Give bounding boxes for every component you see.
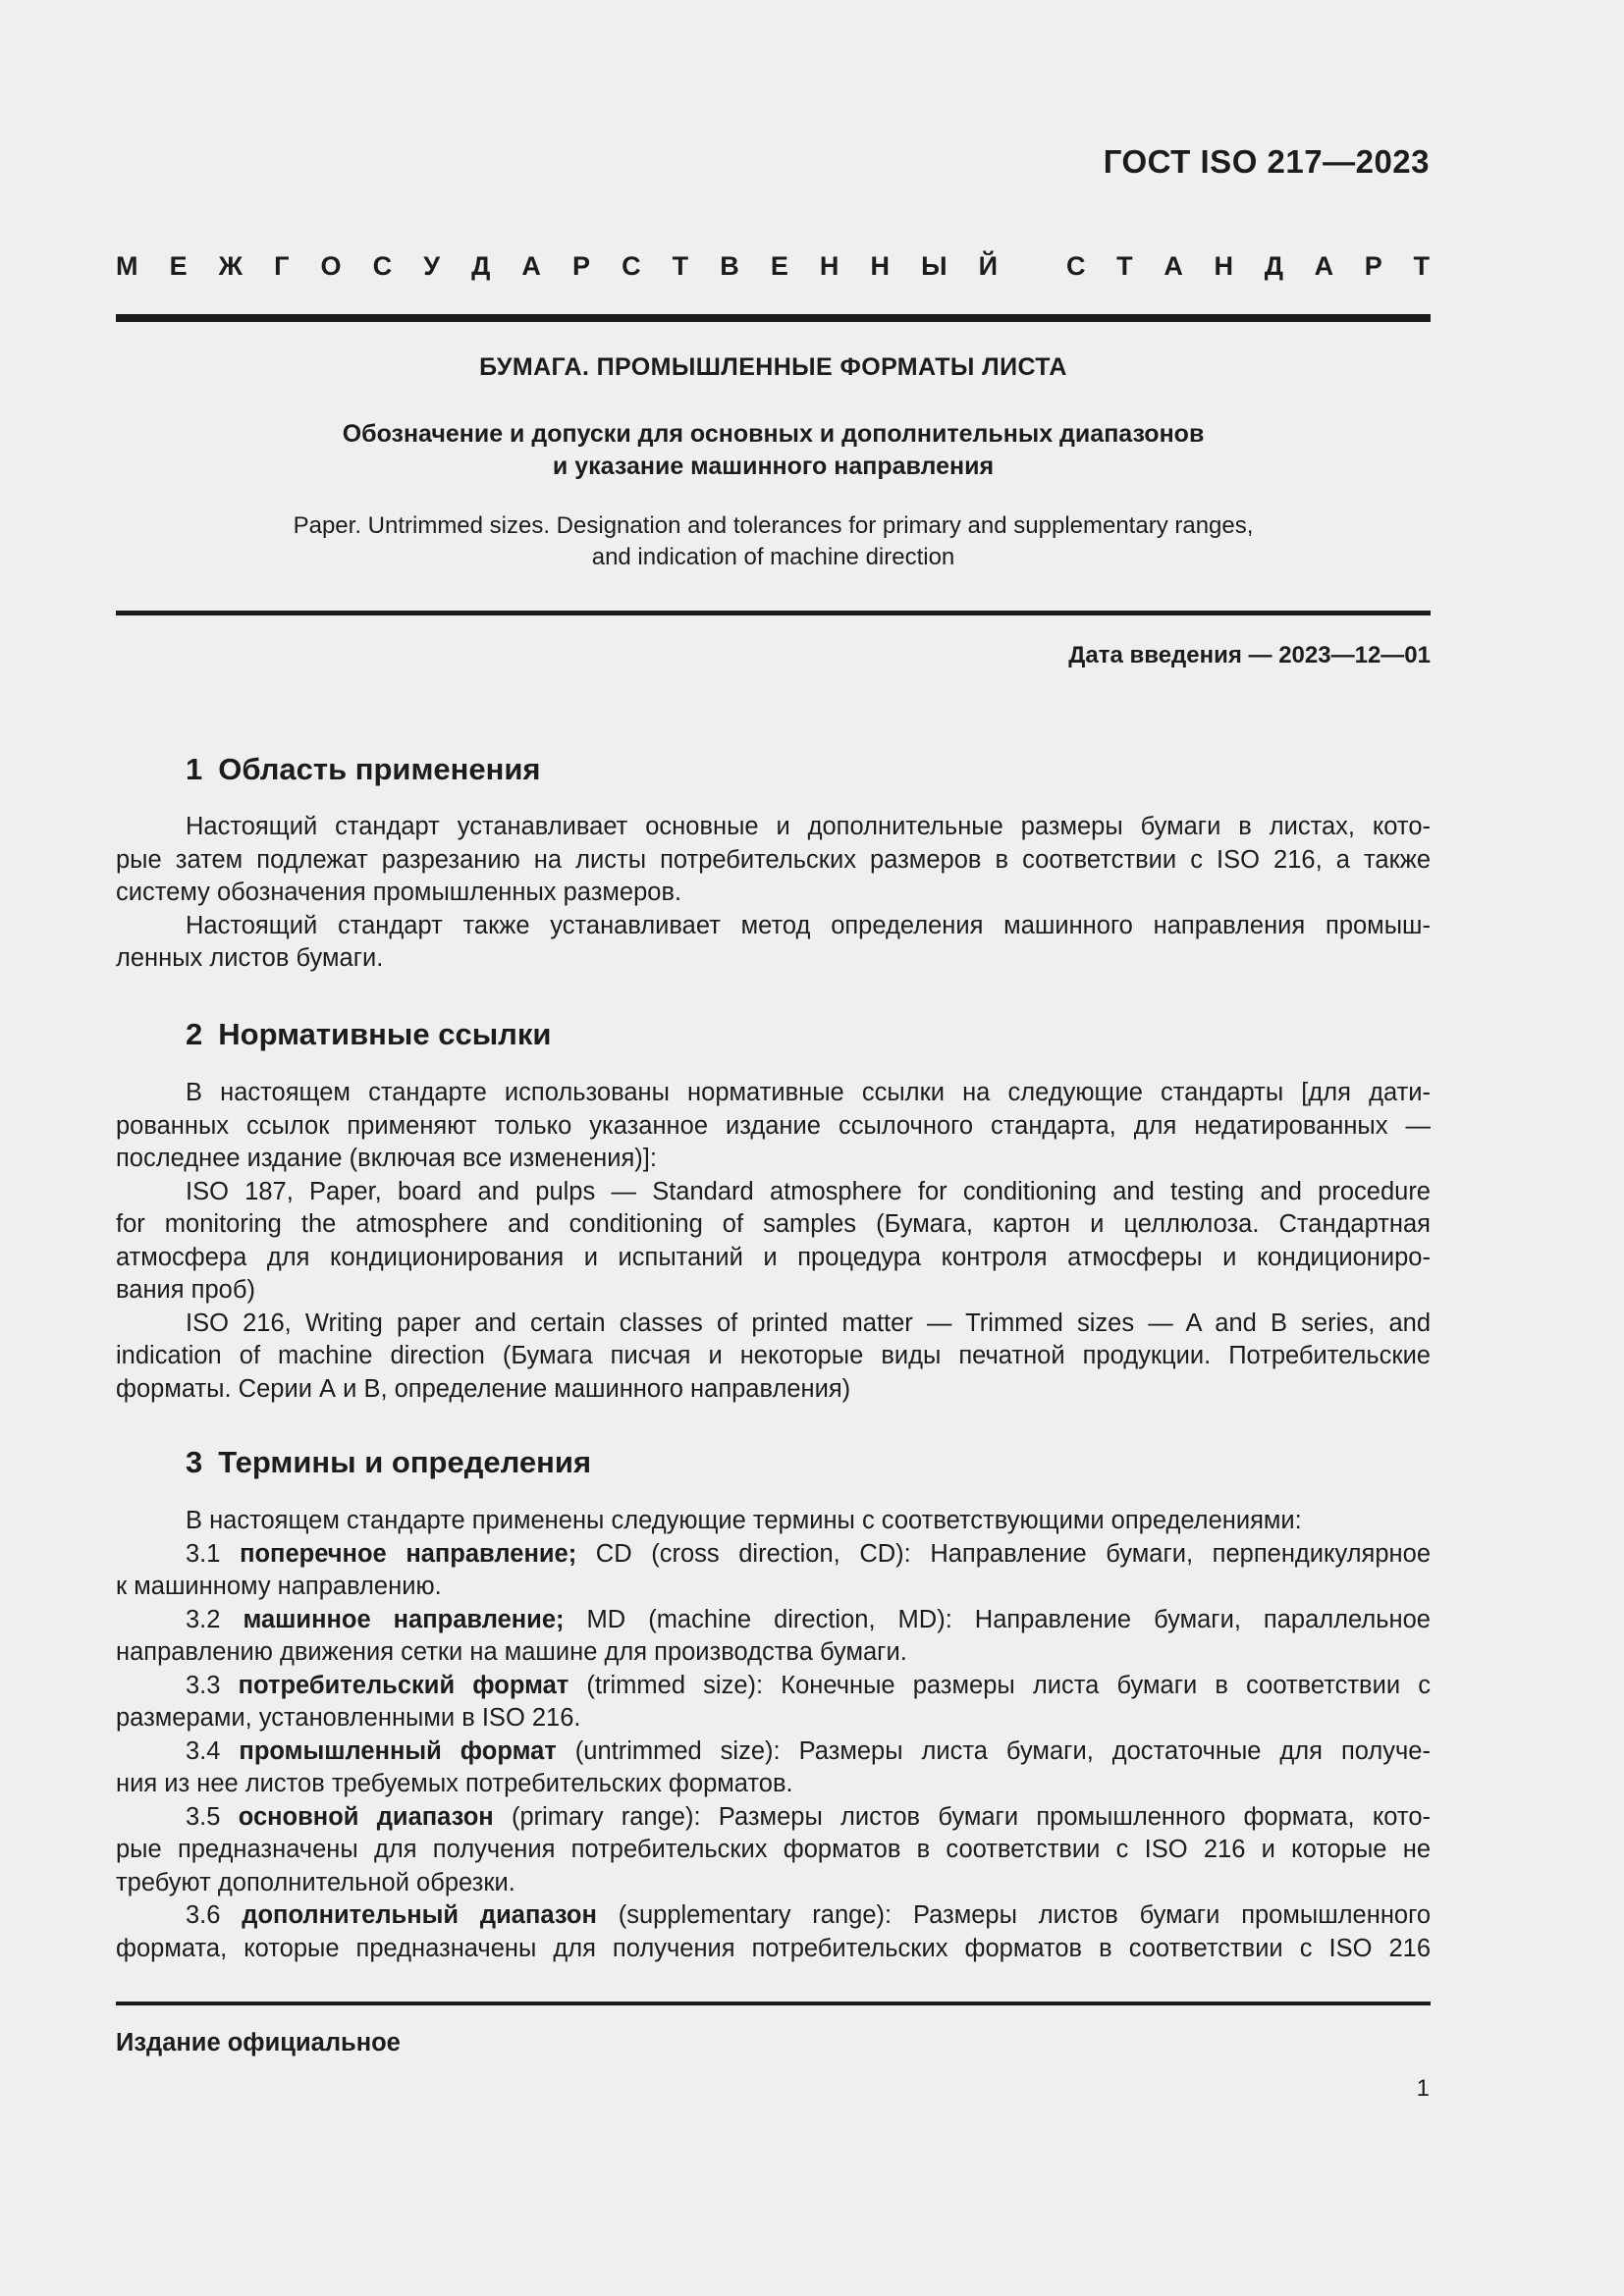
- letter: Г: [274, 251, 290, 281]
- letter: С: [372, 251, 393, 281]
- text-line: В настоящем стандарте использованы нормативные ссылки на следующие стандарты [для дати-: [186, 1079, 1431, 1106]
- term-name: потребительский формат: [238, 1671, 569, 1699]
- header-divider: [116, 314, 1431, 322]
- term-line: [116, 1538, 1431, 1572]
- term-name: дополнительный диапазон: [242, 1901, 597, 1929]
- text-line: Настоящий стандарт также устанавливает метод определения машинного направления промыш-: [186, 911, 1431, 939]
- interstate-standard-heading: [116, 251, 1430, 282]
- text-line: ISO 187, Paper, board and pulps — Standard atmosphere for conditioning and testing and procedure: [186, 1177, 1431, 1205]
- letter: Й: [978, 251, 998, 281]
- letter: Н: [819, 251, 839, 281]
- letter: А: [1314, 251, 1334, 281]
- letter: Ы: [921, 251, 947, 281]
- section-number: 1: [186, 752, 203, 786]
- term-number: 3.6: [186, 1901, 243, 1929]
- letter: Р: [572, 251, 591, 281]
- footer-divider: [116, 2002, 1431, 2005]
- letter: А: [521, 251, 541, 281]
- text-line: indication of machine direction (Бумага писчая и некоторые виды печатной продукции. Потребительские: [116, 1342, 1431, 1369]
- term-number: 3.1: [186, 1539, 241, 1568]
- letter: С: [1066, 251, 1086, 281]
- subtitle-line: и указание машинного направления: [552, 453, 995, 480]
- letter: Т: [1116, 251, 1133, 281]
- term-name: промышленный формат: [239, 1736, 557, 1765]
- term-definition: CD (cross direction, CD): Направление бумаги, перпендикулярное: [576, 1539, 1431, 1568]
- letter: А: [1164, 251, 1183, 281]
- term-number: 3.5: [186, 1802, 239, 1831]
- title-divider: [116, 611, 1431, 615]
- letter: С: [622, 251, 641, 281]
- text-line: В настоящем стандарте применены следующие термины с соответствующими определениями:: [186, 1507, 1302, 1534]
- text-line: ISO 216, Writing paper and certain classes of printed matter — Trimmed sizes — A and B series, and: [186, 1308, 1431, 1337]
- section-number: 3: [186, 1445, 203, 1479]
- section-number: 2: [186, 1017, 203, 1051]
- section-body-normative-references: [116, 1077, 1431, 1406]
- term-number: 3.3: [186, 1671, 239, 1699]
- text-line: вания проб): [116, 1276, 255, 1304]
- text-line: последнее издание (включая все изменения)]:: [116, 1145, 657, 1172]
- term-definition: (primary range): Размеры листов бумаги промышленного формата, кото-: [493, 1802, 1431, 1831]
- text-line: ленных листов бумаги.: [116, 944, 384, 972]
- official-edition-label: Издание официальное: [116, 2029, 401, 2056]
- english-title-line: and indication of machine direction: [591, 544, 955, 570]
- letter: Н: [870, 251, 890, 281]
- letter: Ж: [218, 251, 244, 281]
- interstate-word: [116, 251, 998, 282]
- letter: Н: [1214, 251, 1234, 281]
- letter: Т: [672, 251, 689, 281]
- letter: У: [423, 251, 441, 281]
- text-line: требуют дополнительной обрезки.: [116, 1868, 515, 1896]
- term-line: [116, 1735, 1431, 1769]
- text-line: рованных ссылок применяют только указанное издание ссылочного стандарта, для недатированных —: [116, 1111, 1431, 1140]
- term-definition: MD (machine direction, MD): Направление бумаги, параллельное: [564, 1605, 1431, 1633]
- letter: Т: [1413, 251, 1430, 281]
- term-name: основной диапазон: [238, 1802, 494, 1831]
- term-definition: (supplementary range): Размеры листов бумаги промышленного: [596, 1901, 1432, 1929]
- term-number: 3.2: [186, 1605, 244, 1633]
- section-title: Область применения: [218, 752, 541, 786]
- term-definition: (trimmed size): Конечные размеры листа бумаги в соответствии с: [568, 1671, 1431, 1699]
- standard-code: ГОСТ ISO 217—2023: [1103, 143, 1430, 180]
- term-line: [116, 1801, 1431, 1835]
- text-line: for monitoring the atmosphere and conditioning of samples (Бумага, картон и целлюлоза. Стандартная: [116, 1210, 1431, 1238]
- term-line: [116, 1604, 1431, 1637]
- introduction-date: Дата введения — 2023—12—01: [1068, 642, 1431, 668]
- text-line: рые предназначены для получения потребительских форматов в соответствии с ISO 216 и которые не: [116, 1836, 1431, 1863]
- letter: Д: [471, 251, 491, 281]
- standard-word: [1066, 251, 1430, 282]
- english-title: [116, 510, 1431, 573]
- section-heading-terms: [186, 1445, 591, 1480]
- text-line: атмосфера для кондиционирования и испытаний и процедура контроля атмосферы и кондициониро-: [116, 1243, 1431, 1271]
- term-line: [116, 1899, 1431, 1933]
- term-name: машинное направление;: [243, 1605, 565, 1633]
- section-body-scope: [116, 811, 1431, 976]
- text-line: систему обозначения промышленных размеров.: [116, 879, 682, 906]
- text-line: форматы. Серии А и В, определение машинного направления): [116, 1374, 851, 1403]
- letter: В: [720, 251, 739, 281]
- term-definition: (untrimmed size): Размеры листа бумаги, достаточные для получе-: [556, 1736, 1431, 1765]
- text-line: к машинному направлению.: [116, 1573, 442, 1600]
- letter: Е: [169, 251, 188, 281]
- text-line: ния из нее листов требуемых потребительских форматов.: [116, 1770, 793, 1797]
- page-number: 1: [1416, 2075, 1430, 2102]
- letter: О: [320, 251, 342, 281]
- english-title-line: Paper. Untrimmed sizes. Designation and tolerances for primary and supplementary ranges,: [293, 512, 1254, 539]
- letter: Е: [770, 251, 788, 281]
- section-heading-scope: [186, 752, 541, 787]
- text-line: направлению движения сетки на машине для производства бумаги.: [116, 1638, 907, 1666]
- document-subtitle: [116, 418, 1431, 483]
- letter: Д: [1264, 251, 1283, 281]
- letter: Р: [1364, 251, 1382, 281]
- section-heading-normative-references: [186, 1017, 551, 1052]
- term-number: 3.4: [186, 1736, 240, 1765]
- section-title: Нормативные ссылки: [218, 1017, 552, 1051]
- text-line: рые затем подлежат разрезанию на листы потребительских размеров в соответствии с ISO 216, а также: [116, 845, 1431, 874]
- term-line: [116, 1670, 1431, 1703]
- text-line: формата, которые предназначены для получения потребительских форматов в соответствии с ISO 216: [116, 1934, 1431, 1962]
- subtitle-line: Обозначение и допуски для основных и дополнительных диапазонов: [342, 420, 1205, 448]
- document-title: БУМАГА. ПРОМЫШЛЕННЫЕ ФОРМАТЫ ЛИСТА: [479, 353, 1067, 381]
- section-body-terms: [116, 1505, 1431, 1965]
- text-line: размерами, установленными в ISO 216.: [116, 1704, 581, 1732]
- section-title: Термины и определения: [218, 1445, 592, 1479]
- term-name: поперечное направление;: [240, 1539, 577, 1568]
- text-line: Настоящий стандарт устанавливает основные и дополнительные размеры бумаги в листах, кото-: [186, 813, 1431, 840]
- letter: М: [116, 251, 138, 281]
